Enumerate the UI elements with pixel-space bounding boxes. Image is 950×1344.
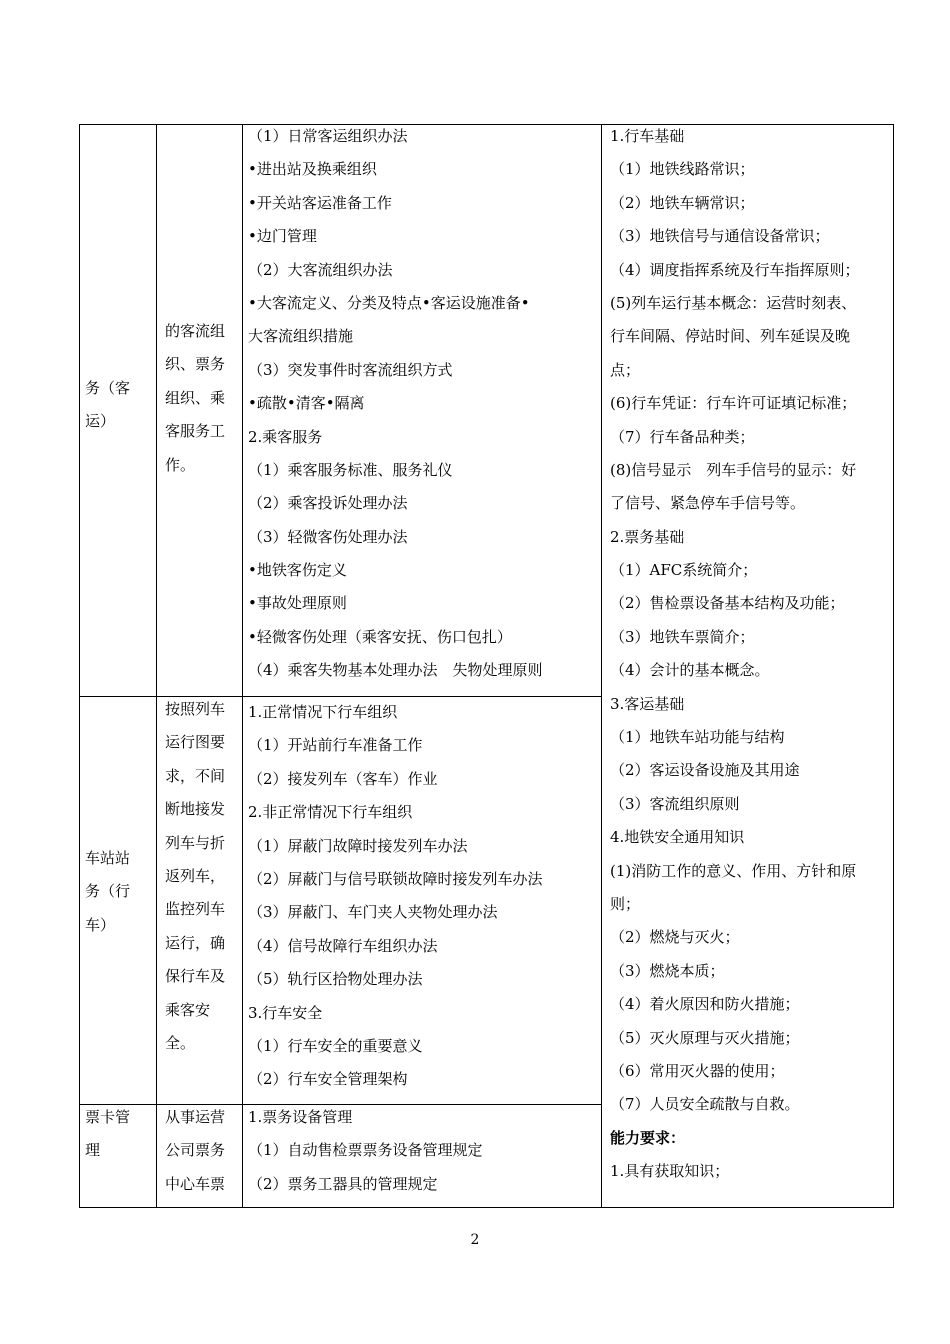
row1-col3-line: •地铁客伤定义 xyxy=(248,561,347,580)
col4-line: 点； xyxy=(610,360,641,379)
row3-col2 xyxy=(165,1101,242,1201)
col4-line: (5)列车运行基本概念：运营时刻表、 xyxy=(610,293,857,312)
row2-col2-line: 保行车及 xyxy=(165,967,226,986)
col4-line: 则； xyxy=(610,894,641,913)
row1-col3-line: （3）轻微客伤处理办法 xyxy=(248,527,408,546)
row1-col3-line: •开关站客运准备工作 xyxy=(248,193,392,212)
row1-col1-line: 运） xyxy=(85,412,116,431)
row2-col3 xyxy=(248,696,600,1097)
row1-col3-line: （4）乘客失物基本处理办法 失物处理原则 xyxy=(248,661,543,680)
row2-col3-line: 1.正常情况下行车组织 xyxy=(248,703,398,721)
col4-line: （7）行车备品种类； xyxy=(610,427,755,446)
row1-col3-line: （1）日常客运组织办法 xyxy=(248,127,408,145)
row2-col3-line: （3）屏蔽门、车门夹人夹物处理办法 xyxy=(248,903,498,922)
col4-line: 1.具有获取知识； xyxy=(610,1162,730,1181)
row1-col2 xyxy=(165,315,242,482)
page-number: 2 xyxy=(470,1232,480,1248)
row1-col3-line: •进出站及换乘组织 xyxy=(248,160,377,179)
row2-col3-line: （4）信号故障行车组织办法 xyxy=(248,936,438,955)
col4-line: （2）地铁车辆常识； xyxy=(610,193,755,212)
row2-col2-line: 列车与折 xyxy=(165,833,226,852)
row2-col3-line: 3.行车安全 xyxy=(248,1003,323,1022)
row2-col3-line: （1）开站前行车准备工作 xyxy=(248,736,423,755)
row1-col3-line: •事故处理原则 xyxy=(248,594,347,613)
row1-col3 xyxy=(248,120,600,688)
row2-col1-line: 车站站 xyxy=(85,849,131,867)
row2-col2-line: 乘客安 xyxy=(165,1000,211,1019)
row2-col2-line: 运行图要 xyxy=(165,733,226,752)
col4-line: （3）燃烧本质； xyxy=(610,961,725,980)
col4-line: （1）AFC系统简介； xyxy=(610,561,758,580)
col4-line: (8)信号显示 列车手信号的显示：好 xyxy=(610,460,857,479)
col4-line: （2）燃烧与灭火； xyxy=(610,928,740,947)
col4-line: （1）地铁车站功能与结构 xyxy=(610,728,785,747)
col4-line: （2）售检票设备基本结构及功能； xyxy=(610,594,845,613)
row2-col3-line: （5）轨行区拾物处理办法 xyxy=(248,970,423,989)
col4-line: 了信号、紧急停车手信号等。 xyxy=(610,494,806,513)
row1-col2-line: 的客流组 xyxy=(165,322,226,340)
knowledge-requirements-col xyxy=(610,120,892,1189)
row3-col2-line: 中心车票 xyxy=(165,1174,226,1193)
row3-col3-line: （2）票务工器具的管理规定 xyxy=(248,1174,438,1193)
row1-col3-line: 大客流组织措施 xyxy=(248,327,354,346)
row3-col2-line: 公司票务 xyxy=(165,1141,226,1160)
row3-col3-line: 1.票务设备管理 xyxy=(248,1108,353,1126)
col4-line: （4）着火原因和防火措施； xyxy=(610,995,800,1014)
col4-line: （3）地铁信号与通信设备常识； xyxy=(610,227,830,246)
col4-line: （3）地铁车票简介； xyxy=(610,627,755,646)
col4-line: (6)行车凭证：行车许可证填记标准； xyxy=(610,394,857,413)
col4-line: （2）客运设备设施及其用途 xyxy=(610,761,800,780)
row2-col3-line: （2）行车安全管理架构 xyxy=(248,1070,408,1089)
row2-col1-line: 务（行 xyxy=(85,882,131,901)
col4-line: （6）常用灭火器的使用； xyxy=(610,1061,785,1080)
row2-col2-line: 求，不间 xyxy=(165,766,226,785)
row3-col1-line: 票卡管 xyxy=(85,1108,131,1126)
col4-line: 2.票务基础 xyxy=(610,527,685,546)
row3-col2-line: 从事运营 xyxy=(165,1108,226,1126)
col4-line: 3.客运基础 xyxy=(610,694,685,713)
row1-col3-line: （2）大客流组织办法 xyxy=(248,260,393,279)
row1-col1-line: 务（客 xyxy=(85,379,131,397)
row2-col2-line: 按照列车 xyxy=(165,700,226,718)
row3-col3-line: （1）自动售检票票务设备管理规定 xyxy=(248,1141,483,1160)
row1-col3-line: （2）乘客投诉处理办法 xyxy=(248,494,408,513)
row1-col3-line: （3）突发事件时客流组织方式 xyxy=(248,360,453,379)
row2-col2 xyxy=(165,693,242,1060)
row1-col2-line: 织、票务 xyxy=(165,355,226,374)
col4-line: (1)消防工作的意义、作用、方针和原 xyxy=(610,861,857,880)
row1-col2-line: 作。 xyxy=(165,455,196,474)
row2-col1-line: 车） xyxy=(85,915,116,934)
row1-col1 xyxy=(85,372,155,439)
col4-line: （3）客流组织原则 xyxy=(610,794,740,813)
col4-line: （5）灭火原理与灭火措施； xyxy=(610,1028,800,1047)
ability-requirements-heading: 能力要求： xyxy=(610,1128,686,1147)
row2-col2-line: 全。 xyxy=(165,1033,196,1052)
col4-line: 1.行车基础 xyxy=(610,127,685,145)
row3-col3 xyxy=(248,1101,600,1201)
row2-col3-line: 2.非正常情况下行车组织 xyxy=(248,803,413,822)
row1-col3-line: •疏散•清客•隔离 xyxy=(248,394,365,413)
row1-col3-line: •大客流定义、分类及特点•客运设施准备• xyxy=(248,293,530,312)
row2-col1 xyxy=(85,842,155,942)
col4-line: （7）人员安全疏散与自救。 xyxy=(610,1095,800,1114)
col4-line: 行车间隔、停站时间、列车延误及晚 xyxy=(610,327,851,346)
row2-col2-line: 返列车， xyxy=(165,866,226,885)
col4-line: （4）调度指挥系统及行车指挥原则； xyxy=(610,260,860,279)
row2-col2-line: 运行，确 xyxy=(165,933,226,952)
row3-col1 xyxy=(85,1101,155,1168)
row2-col3-line: （1）屏蔽门故障时接发列车办法 xyxy=(248,836,468,855)
row2-col2-line: 监控列车 xyxy=(165,900,226,919)
col4-line: 4.地铁安全通用知识 xyxy=(610,828,745,847)
col4-line: （4）会计的基本概念。 xyxy=(610,661,770,680)
row1-col3-line: •轻微客伤处理（乘客安抚、伤口包扎） xyxy=(248,627,512,646)
row2-col3-line: （2）屏蔽门与信号联锁故障时接发列车办法 xyxy=(248,869,543,888)
row1-col3-line: •边门管理 xyxy=(248,227,317,246)
row2-col2-line: 断地接发 xyxy=(165,800,226,819)
row1-col2-line: 客服务工 xyxy=(165,422,226,441)
row1-col3-line: （1）乘客服务标准、服务礼仪 xyxy=(248,460,453,479)
row2-col3-line: （2）接发列车（客车）作业 xyxy=(248,769,438,788)
row3-col1-line: 理 xyxy=(85,1141,101,1160)
row1-col2-line: 组织、乘 xyxy=(165,388,226,407)
row2-col3-line: （1）行车安全的重要意义 xyxy=(248,1036,423,1055)
row1-col3-line: 2.乘客服务 xyxy=(248,427,323,446)
col4-line: （1）地铁线路常识； xyxy=(610,160,755,179)
